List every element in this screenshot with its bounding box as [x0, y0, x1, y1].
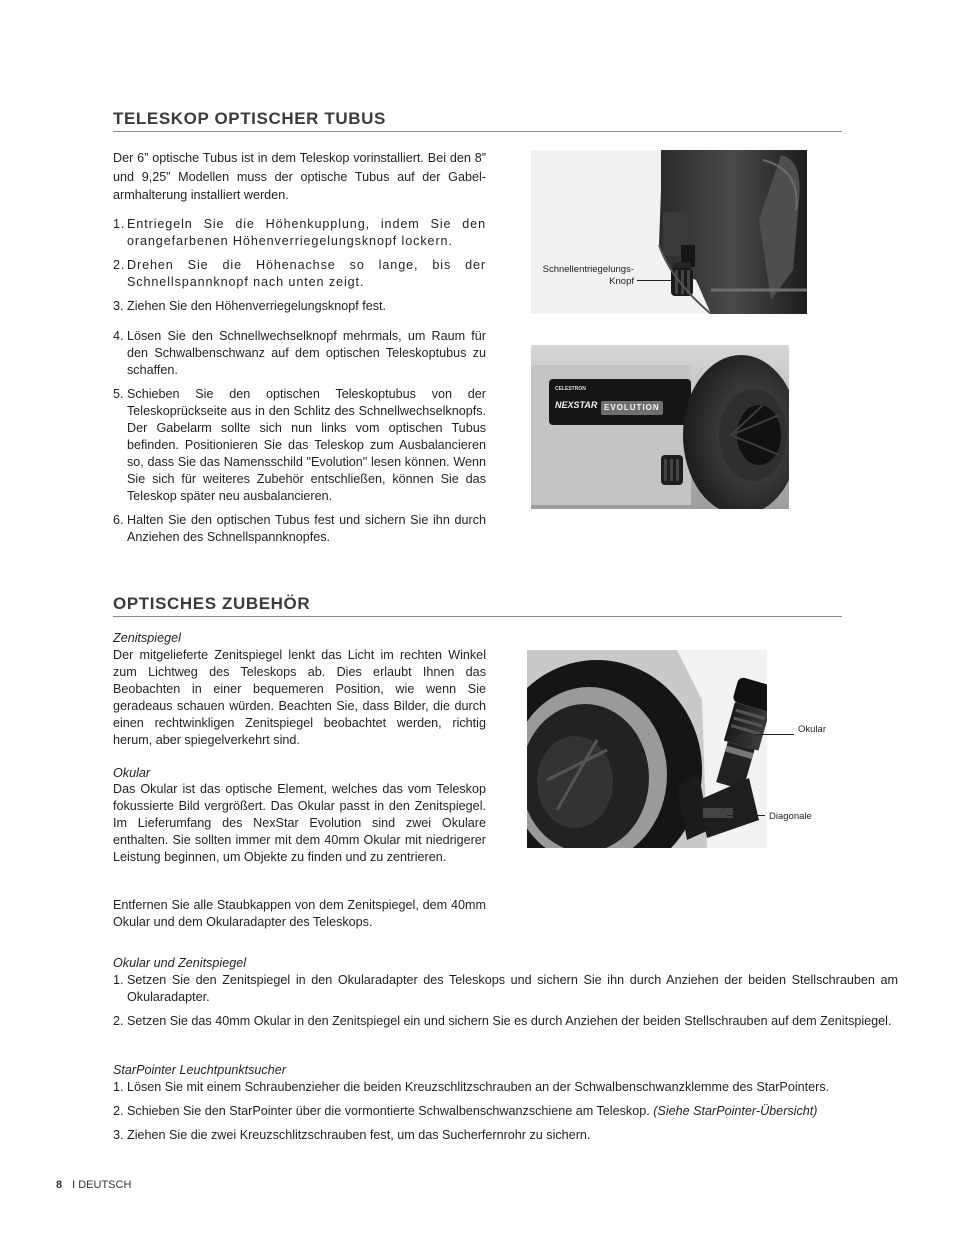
label-okular: Okular [798, 724, 826, 735]
steps-list-1-3 [113, 216, 486, 315]
paragraph-zenitspiegel: Der mitgelieferte Zenitspiegel lenkt das Licht im rechten Winkel zum Lichtweg des Teleskops ab. Dies erlaubt Ihnen das Beobachten in einer bequemeren Position, wie wenn Sie geradeaus schauen würden. Beachten Sie, dass Bilder, die durch einen rechtwinkligen Zenitspiegel beobachtet werden, richtig herum, aber spiegelverkehrt sind. [113, 648, 486, 747]
footer-language: I DEUTSCH [72, 1179, 132, 1191]
leader-line-diagonale [727, 815, 765, 816]
photo-quick-release-knob [531, 150, 807, 314]
list-item: 2. Schieben Sie den StarPointer über die vormontierte Schwalbenschwanzschiene am Teleskop. (Siehe StarPointer-Übersicht) [113, 1104, 818, 1118]
list-item: 3. Ziehen Sie den Höhenverriegelungsknopf fest. [113, 299, 387, 313]
page-footer [56, 1177, 131, 1194]
list-item: 1. Setzen Sie den Zenitspiegel in den Okularadapter des Teleskops und sichern Sie ihn durch Anziehen der beiden Stellschrauben am Okularadapter. [113, 973, 898, 1004]
list-item: 2. Drehen Sie die Höhenachse so lange, bis der Schnellspannknopf nach unten zeigt. [113, 258, 486, 289]
label-diagonale: Diagonale [769, 811, 812, 822]
eyepiece-diagonal-illustration [527, 650, 767, 848]
section-title-optisches-zubehoer: OPTISCHES ZUBEHÖR [113, 593, 842, 617]
leader-line-okular [756, 734, 794, 735]
leader-line-knob [637, 280, 671, 281]
list-item: 5. Schieben Sie den optischen Teleskoptubus von der Teleskoprückseite aus in den Schlitz des Schnellwechselknopfs. Der Gabelarm sollte sich nun links vom optischen Tubus befinden. Positionieren Sie das Teleskop zum Ausbalancieren so, dass Sie das Namensschild "Evolution" lesen können. Wenn Sie sich für weiteres Zubehör entschließen, können Sie das Teleskop später neu ausbalancieren. [113, 387, 486, 503]
paragraph-okular: Das Okular ist das optische Element, welches das vom Teleskop fokussierte Bild vergrößert. Das Okular passt in den Zenitspiegel. Im Lieferumfang des NexStar Evolution sind zwei Okulare enthalten. Sie sollten immer mit dem 40mm Okular mit niedrigerer Leistung beginnen, um Objekte zu finden und zu zentrieren. [113, 782, 486, 864]
steps-list-4-6 [113, 328, 486, 546]
page-number: 8 [56, 1179, 63, 1191]
nameplate-brand-small: CELESTRON [555, 386, 586, 392]
list-item: 1. Lösen Sie mit einem Schraubenzieher die beiden Kreuzschlitzschrauben an der Schwalbenschwanzklemme des StarPointers. [113, 1080, 830, 1094]
list-item: 6. Halten Sie den optischen Tubus fest und sichern Sie ihn durch Anziehen des Schnellspannknopfes. [113, 513, 486, 544]
nameplate-evolution: EVOLUTION [604, 403, 660, 412]
photo-evolution-nameplate [531, 345, 789, 509]
paragraph-dust-caps: Entfernen Sie alle Staubkappen von dem Zenitspiegel, dem 40mm Okular und dem Okularadapter des Teleskops. [113, 898, 486, 929]
intro-paragraph: Der 6” optische Tubus ist in dem Teleskop vorinstalliert. Bei den 8” und 9,25” Modellen muss der optische Tubus auf der Gabelarmhalterung installiert werden. [113, 151, 486, 202]
section-title-teleskop-optischer-tubus: TELESKOP OPTISCHER TUBUS [113, 108, 842, 132]
tube-nameplate-illustration [531, 345, 789, 509]
heading-okular-und-zenitspiegel: Okular und Zenitspiegel [113, 956, 247, 970]
list-okular-und-zenitspiegel [113, 972, 898, 1030]
heading-okular: Okular [113, 766, 151, 780]
list-starpointer [113, 1079, 898, 1144]
see-starpointer-overview-note: (Siehe StarPointer-Übersicht) [653, 1104, 818, 1118]
photo-eyepiece-diagonal [527, 650, 767, 848]
starpointer-step-2-text: Schieben Sie den StarPointer über die vormontierte Schwalbenschwanzschiene am Teleskop. [127, 1104, 650, 1118]
heading-starpointer: StarPointer Leuchtpunktsucher [113, 1063, 286, 1077]
list-item: 1. Entriegeln Sie die Höhenkupplung, indem Sie den orangefarbenen Höhenverriegelungsknopf lockern. [113, 217, 486, 248]
list-item: 4. Lösen Sie den Schnellwechselknopf mehrmals, um Raum für den Schwalbenschwanz auf dem optischen Teleskoptubus zu schaffen. [113, 329, 486, 377]
heading-zenitspiegel: Zenitspiegel [113, 631, 181, 645]
caption-quick-release-knob: Schnellentriegelungs- Knopf [542, 264, 634, 287]
list-item: 2. Setzen Sie das 40mm Okular in den Zenitspiegel ein und sichern Sie es durch Anziehen der beiden Stellschrauben auf dem Zenitspiegel. [113, 1014, 892, 1028]
list-item: 3. Ziehen Sie die zwei Kreuzschlitzschrauben fest, um das Sucherfernrohr zu sichern. [113, 1128, 591, 1142]
nameplate-brand: NEXSTAR [555, 400, 598, 410]
fork-arm-illustration [531, 150, 807, 314]
